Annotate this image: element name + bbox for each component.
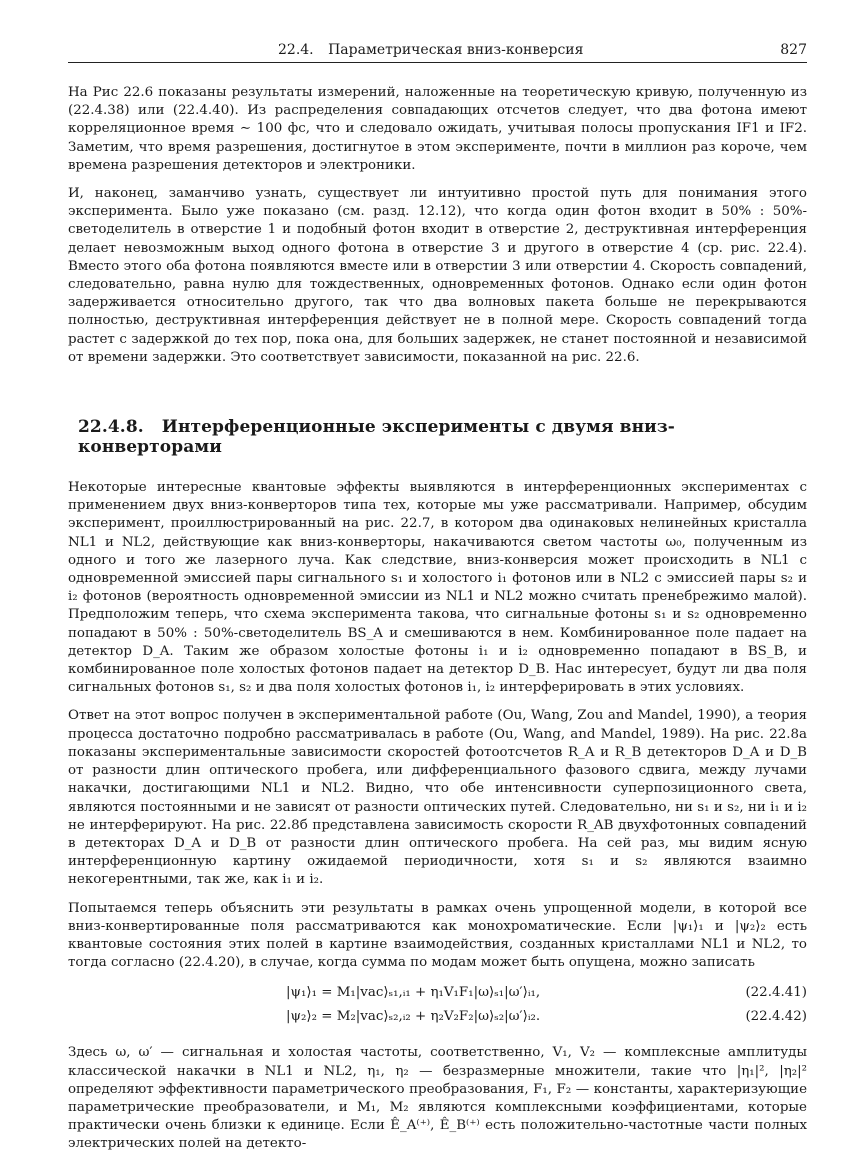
header-section: [278, 42, 583, 58]
equation-row: [68, 982, 807, 1006]
paragraph: Здесь ω, ω′ — сигнальная и холостая частоты, соответственно, V₁, V₂ — комплексные амплитуды классической накачки в NL1 и NL2, η₁, η₂ — безразмерные множители, такие что |η₁|², |η₂|² определяют эффективности параметрического преобразования, F₁, F₂ — константы, характеризующие параметрические преобразователи, и M₁, M₂ являются комплексными коэффициентами, которые практически очень близки к единице. Если Ê_A⁽⁺⁾, Ê_B⁽⁺⁾ есть положительно-частотные части полных электрических полей на детекто-: [68, 1045, 807, 1152]
page-body: [68, 84, 807, 1164]
equation-formula: |ψ₂⟩₂ = M₂|vac⟩ₛ₂,ᵢ₂ + η₂V₂F₂|ω⟩ₛ₂|ω′⟩ᵢ₂.: [286, 1009, 541, 1025]
equation-number: (22.4.42): [745, 1009, 807, 1025]
header-section-number: 22.4.: [278, 42, 314, 58]
section-number: 22.4.8.: [78, 417, 144, 438]
equation-number: (22.4.41): [745, 985, 807, 1001]
paragraph: И, наконец, заманчиво узнать, существует ли интуитивно простой путь для понимания этого эксперимента. Было уже показано (см. разд. 12.12), что когда один фотон входит в 50% : 50%-светоделитель в отверстие 1 и подобный фотон входит в отверстие 2, деструктивная интерференция делает невозможным выход одного фотона в отверстие 3 и другого в отверстие 4 (ср. рис. 22.4). Вместо этого оба фотона появляются вместе или в отверстии 3 или отверстии 4. Скорость совпадений, следовательно, равна нулю для тождественных, одновременных фотонов. Однако если один фотон задерживается относительно другого, так что два волновых пакета больше не перекрываются полностью, деструктивная интерференция действует не в полной мере. Скорость совпадений тогда растет с задержкой до тех пор, пока она, для больших задержек, не станет постоянной и независимой от времени задержки. Это соответствует зависимости, показанной на рис. 22.6.: [68, 186, 807, 365]
running-header: [68, 40, 807, 63]
section-title: Интерференционные эксперименты с двумя вниз-конверторами: [78, 417, 675, 458]
paragraph: На Рис 22.6 показаны результаты измерений, наложенные на теоретическую кривую, полученную из (22.4.38) или (22.4.40). Из распределения совпадающих отсчетов следует, что два фотона имеют корреляционное время ∼ 100 фс, что и следовало ожидать, учитывая полосы пропускания IF1 и IF2. Заметим, что время разрешения, достигнутое в этом эксперименте, почти в миллион раз короче, чем времена разрешения детекторов и электроники.: [68, 85, 807, 173]
equation-formula: |ψ₁⟩₁ = M₁|vac⟩ₛ₁,ᵢ₁ + η₁V₁F₁|ω⟩ₛ₁|ω′⟩ᵢ₁,: [286, 985, 541, 1001]
section-heading: [78, 417, 807, 457]
equation-block: [68, 982, 807, 1030]
paragraph: Ответ на этот вопрос получен в экспериментальной работе (Ou, Wang, Zou and Mandel, 1990), а теория процесса достаточно подробно рассматривалась в работе (Ou, Wang, and Mandel, 1989). На рис. 22.8a показаны экспериментальные зависимости скоростей фотоотсчетов R_A и R_B детекторов D_A и D_B от разности длин оптического пробега, или дифференциального фазового сдвига, между лучами накачки, достигающими NL1 и NL2. Видно, что обе интенсивности суперпозиционного света, являются постоянными и не зависят от разности оптических путей. Следовательно, ни s₁ и s₂, ни i₁ и i₂ не интерферируют. На рис. 22.8б представлена зависимость скорости R_AB двухфотонных совпадений в детекторах D_A и D_B от разности длин оптического пробега. На сей раз, мы видим ясную интерференционную картину ожидаемой периодичности, хотя s₁ и s₂ являются взаимно некогерентными, так же, как i₁ и i₂.: [68, 708, 807, 888]
paragraph: Некоторые интересные квантовые эффекты выявляются в интерференционных экспериментах с применением двух вниз-конверторов типа тех, которые мы уже рассматривали. Например, обсудим эксперимент, проиллюстрированный на рис. 22.7, в котором два одинаковых нелинейных кристалла NL1 и NL2, действующие как вниз-конверторы, накачиваются светом частоты ω₀, полученным из одного и того же лазерного луча. Как следствие, вниз-конверсия может происходить в NL1 с одновременной эмиссией пары сигнального s₁ и холостого i₁ фотонов или в NL2 с эмиссией пары s₂ и i₂ фотонов (вероятность одновременной эмиссии из NL1 и NL2 можно считать пренебрежимо малой). Предположим теперь, что схема эксперимента такова, что сигнальные фотоны s₁ и s₂ одновременно попадают в 50% : 50%-светоделитель BS_A и смешиваются в нем. Комбинированное поле падает на детектор D_A. Таким же образом холостые фотоны i₁ и i₂ одновременно попадают в BS_B, и комбинированное поле холостых фотонов падает на детектор D_B. Нас интересует, будут ли два поля сигнальных фотонов s₁, s₂ и два поля холостых фотонов i₁, i₂ интерферировать в этих условиях.: [68, 480, 807, 696]
paragraph: Попытаемся теперь объяснить эти результаты в рамках очень упрощенной модели, в которой все вниз-конвертированные поля рассматриваются как монохроматические. Если |ψ₁⟩₁ и |ψ₂⟩₂ есть квантовые состояния этих полей в картине взаимодействия, созданных кристаллами NL1 и NL2, то тогда согласно (22.4.20), в случае, когда сумма по модам может быть опущена, можно записать: [68, 900, 807, 971]
equation-row: [68, 1006, 807, 1030]
page-number: 827: [780, 42, 807, 58]
header-section-title: Параметрическая вниз-конверсия: [328, 42, 584, 58]
